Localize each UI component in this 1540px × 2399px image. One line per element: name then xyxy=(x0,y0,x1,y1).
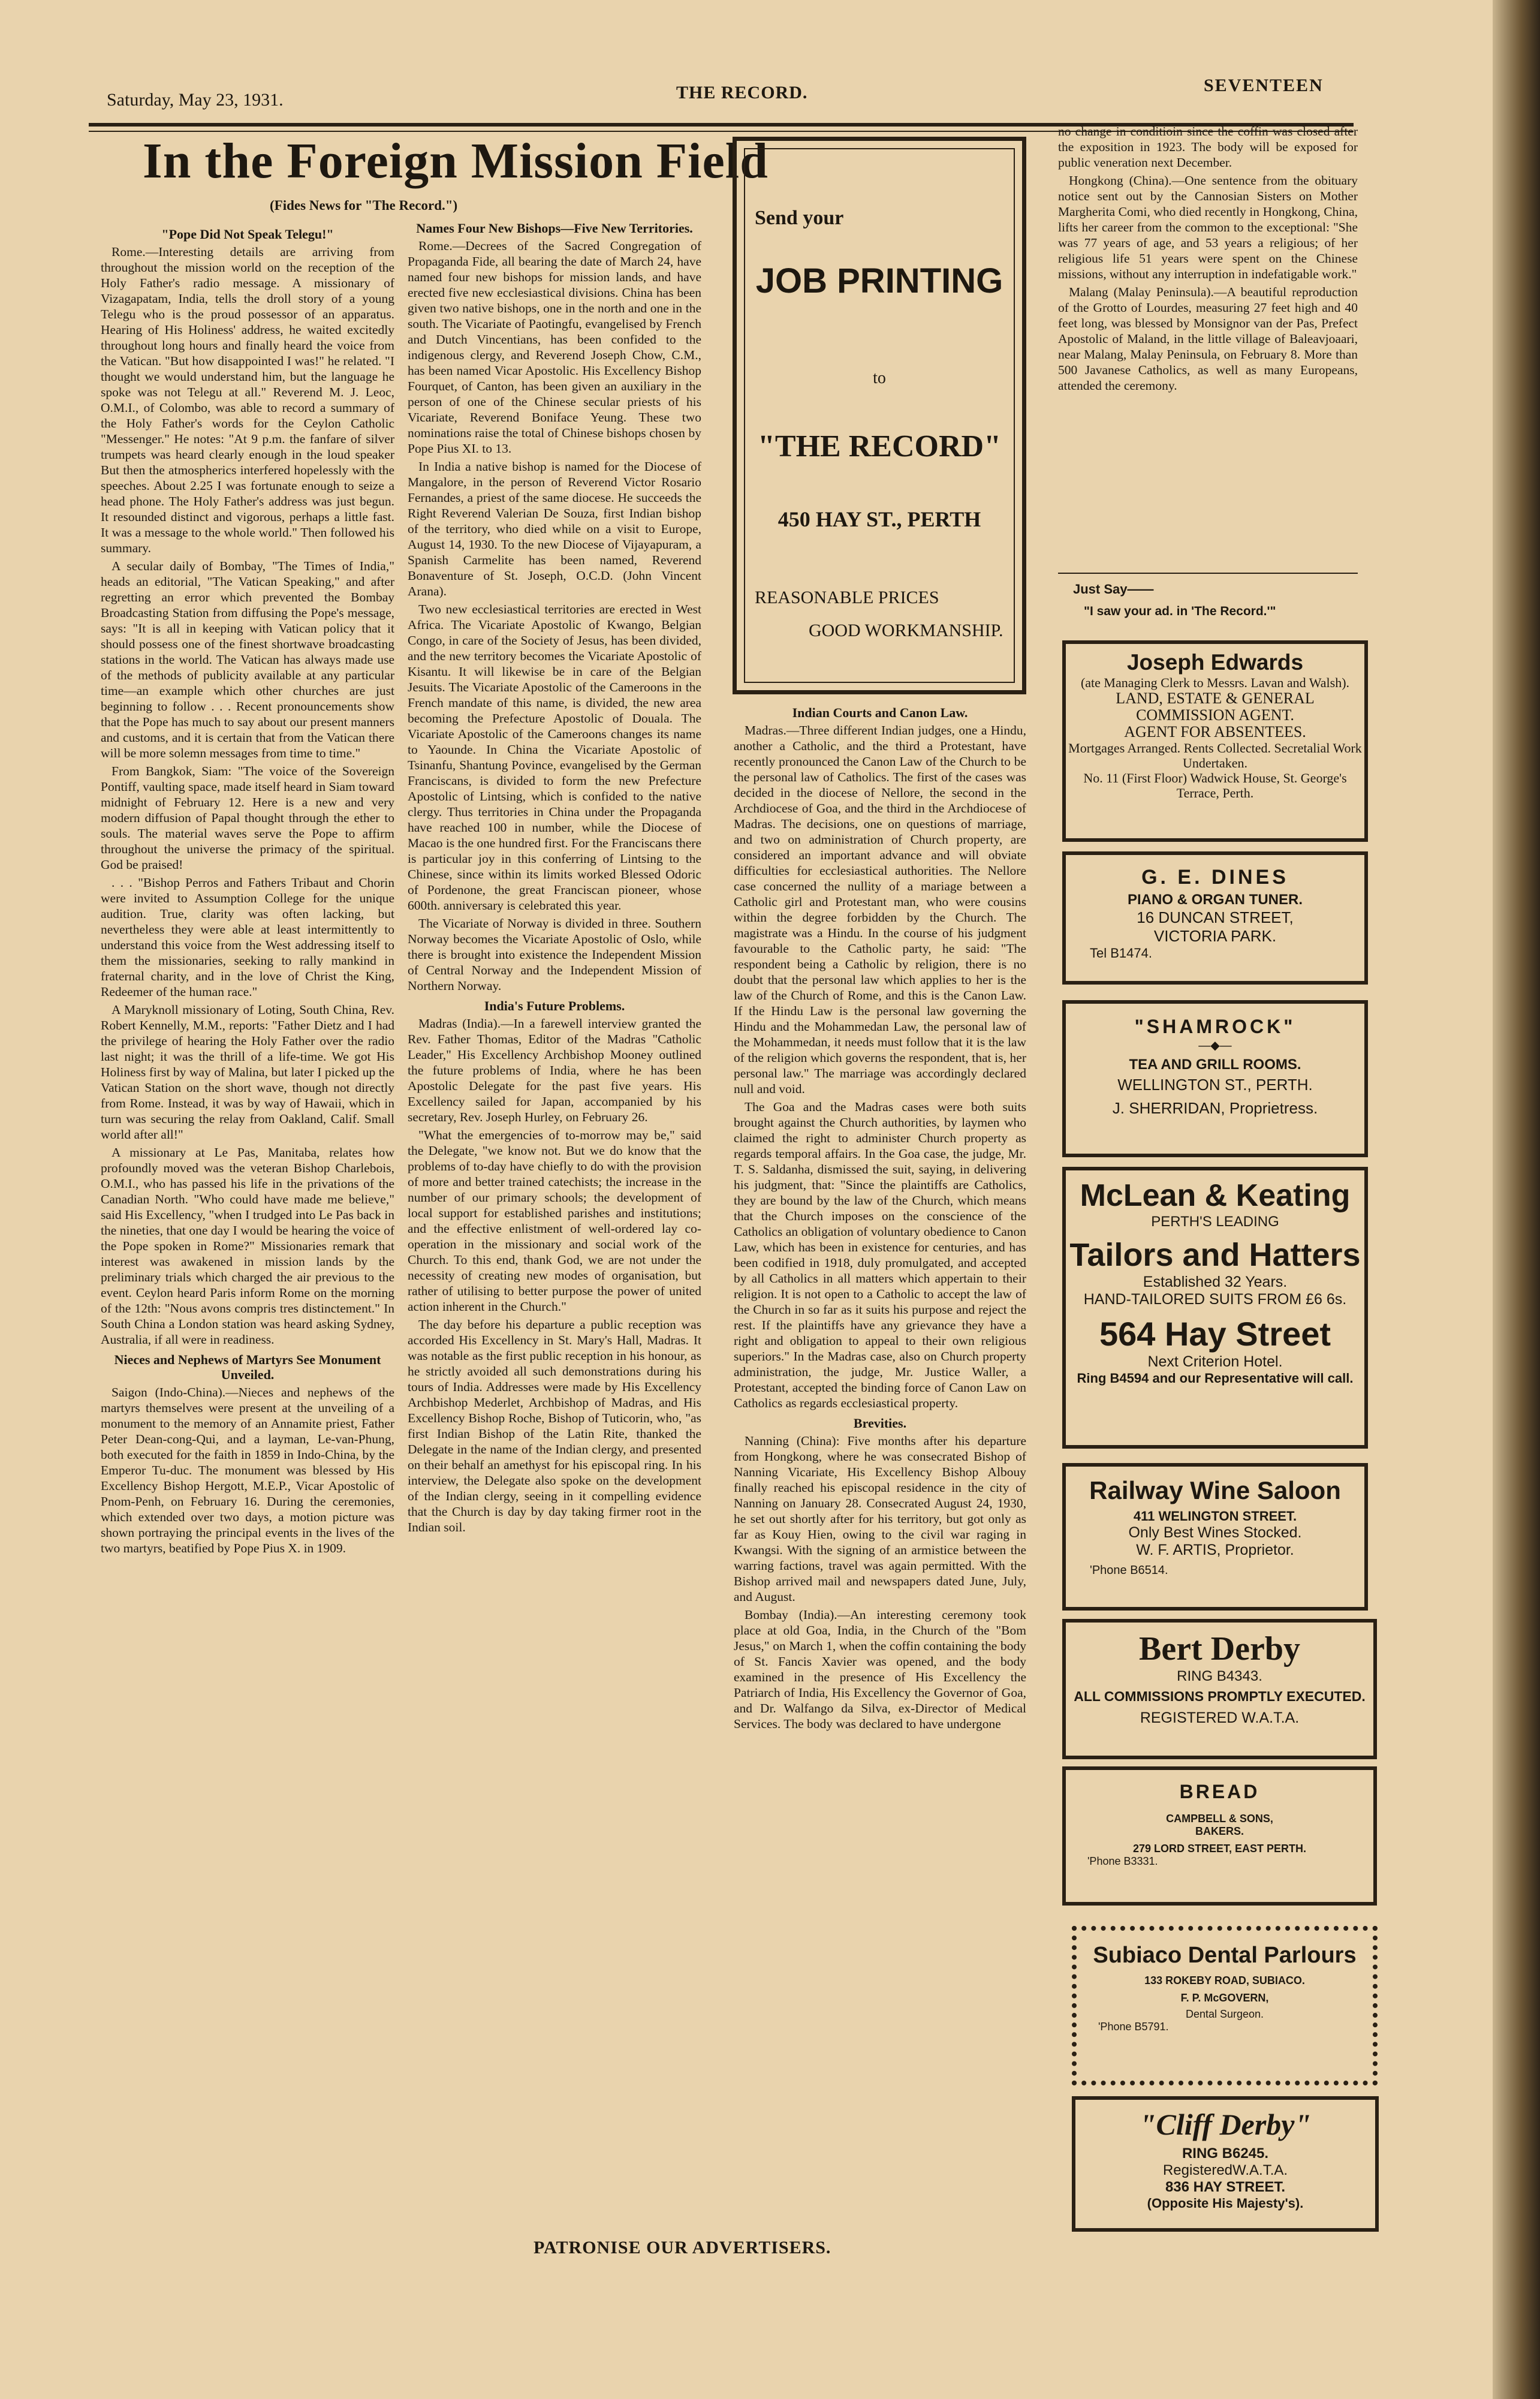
ad-line: "THE RECORD" xyxy=(758,429,1001,463)
mclean-keating-ad xyxy=(1062,1167,1368,1449)
paragraph: In India a native bishop is named for the Diocese of Mangalore, in the person of Reverend Victor Rosario Fernandes, a priest of the same diocese. He succeeds the Right Reverend Valerian De Souza, first Indian bishop of the territory, who died while on a visit to Europe, August 14, 1930. To the new Diocese of Vijayapuram, a Spanish Carmelite has been named, Reverend Bonaventure of St. Joseph, O.C.D. (John Vincent Arana). xyxy=(408,459,701,598)
article-credit: (Fides News for "The Record.") xyxy=(270,198,458,213)
paragraph: Bombay (India).—An interesting ceremony took place at old Goa, India, in the Church of the "Bom Jesus," on March 1, when the coffin containing the body of St. Fancis Xavier was opened, and the body examined in the presence of His Excellency the Patriarch of India, His Excellency the Governor of Goa, and Dr. Walfango da Silva, ex-Director of Medical Services. The body was declared to have undergone xyxy=(734,1608,1026,1731)
paragraph: The Goa and the Madras cases were both suits brought against the Church authorities, by laymen who claimed the right to administer Church property as regards temporal affairs. In the Goa case, the judge, Mr. T. S. Saldanha, dismissed the suit, saying, in delivering his judgment, that: "Since the plaintiffs are Catholics, they are bound by the law of the Church, which means that the Church imposes on the conscience of the Catholics an obligation of voluntary obedience to Canon Law, which has been in existence for centuries, and has been codified in 1918, duly promulgated, and accepted by all Catholics in all matters which appertain to their religion. It is not open to a Catholic to accept the law of the Church in so far as it suits his purpose and reject the rest. If the plaintiffs have any grievance they have a right and obligation to appeal to their own religious superiors." In the Madras case, also on Church property administration, the judge, Mr. Justice Waller, a Protestant, accepted the binding force of Canon Law on Catholics as regards ecclesiastical property. xyxy=(734,1100,1026,1410)
just-say-slogan: "I saw your ad. in 'The Record.'" xyxy=(1084,604,1276,618)
job-printing-ad xyxy=(733,137,1026,694)
dines-ad xyxy=(1062,851,1368,985)
ad-line: AGENT FOR ABSENTEES. xyxy=(1124,723,1306,741)
paragraph: The Vicariate of Norway is divided in three. Southern Norway becomes the Vicariate Apostolic of Oslo, while there is brought into existence the Independent Mission of Central Norway and the Independent Mission of Northern Norway. xyxy=(408,916,701,993)
paragraph: A secular daily of Bombay, "The Times of India," heads an editorial, "The Vatican Speaking," and after regretting an error which prevented the Bombay Broadcasting Station from diffusing the Pope's message, says: "It is all in keeping with Vatican policy that it should possess one of the finest shortwave broadcasting stations in the world. The Vatican has always made use of the methods of publicity available at any particular time—an example which other churches are just beginning to follow . . . Recent pronouncements show that the Pope has much to say about our present manners and customs, and it is certain that from the Vatican there will be more solemn messages from time to time." xyxy=(101,559,394,760)
ad-line: VICTORIA PARK. xyxy=(1153,927,1277,945)
paragraph: "What the emergencies of to-morrow may be," said the Delegate, "we know not. But we do know that the problems of to-day have chiefly to do with the provision of more and better trained catechists; the increase in the number of our primary schools; the development of local support for established parishes and institutions; and the effective enlistment of well-ordered lay co-operation in the missionary and social work of the Church. To this end, thank God, we are not under the necessity of creating new modes of organisation, but rather of utilising to better purpose the power of united action inherent in the Church." xyxy=(408,1128,701,1314)
paragraph: From Bangkok, Siam: "The voice of the Sovereign Pontiff, vaulting space, made itself heard in Siam toward midnight of February 12. Here is a new and very modern diffusion of Papal thought through the ether to souls. The material waves serve the Pope to affirm throughout the universe the primacy of the spiritual. God be praised! xyxy=(101,764,394,872)
ad-line: HAND-TAILORED SUITS FROM £6 6s. xyxy=(1083,1291,1347,1308)
article-title: In the Foreign Mission Field xyxy=(143,133,769,189)
bread-ad xyxy=(1062,1766,1377,1906)
ad-line: RegisteredW.A.T.A. xyxy=(1162,2162,1288,2178)
issue-date: Saturday, May 23, 1931. xyxy=(107,90,284,110)
ad-line: 'Phone B5791. xyxy=(1098,2021,1169,2033)
ad-line: Joseph Edwards xyxy=(1126,650,1304,675)
ad-line: W. F. ARTIS, Proprietor. xyxy=(1136,1542,1294,1558)
ad-line: Mortgages Arranged. Rents Collected. Secretalial Work Undertaken. xyxy=(1068,741,1362,770)
ad-line: G. E. DINES xyxy=(1141,866,1289,889)
ad-line: Send your xyxy=(755,207,844,229)
ad-line: LAND, ESTATE & GENERAL COMMISSION AGENT. xyxy=(1116,690,1315,724)
ad-line: ALL COMMISSIONS PROMPTLY EXECUTED. xyxy=(1074,1688,1366,1704)
ad-line: PIANO & ORGAN TUNER. xyxy=(1127,892,1303,908)
ad-line: BAKERS. xyxy=(1195,1825,1244,1837)
shamrock-ad xyxy=(1062,1000,1368,1157)
paragraph: A Maryknoll missionary of Loting, South China, Rev. Robert Kennelly, M.M., reports: "Father Dietz and I had the privilege of hearing the Holy Father over the radio last night; it was the thrill of a life-time. We got His Holiness first by way of Malina, but later I picked up the Vatican Station on the short wave, though not directly from Rome. Instead, it was by way of Hawaii, which in turn was securing the relay from Oakland, Calif. Small world after all!" xyxy=(101,1003,394,1142)
column-rule xyxy=(1058,573,1358,574)
ad-line: Tailors and Hatters xyxy=(1069,1237,1361,1273)
ad-line: J. SHERRIDAN, Proprietress. xyxy=(1112,1099,1318,1117)
article-column-4 xyxy=(1058,124,1358,579)
ad-line: CAMPBELL & SONS, xyxy=(1166,1813,1273,1825)
paragraph: Madras (India).—In a farewell interview granted the Rev. Father Thomas, Editor of the Madras "Catholic Leader," His Excellency Archbishop Mooney outlined the future problems of India, where he has been Apostolic Delegate for the past five years. His Excellency sailed for Japan, accompanied by his secretary, Rev. Joseph Hurley, on February 26. xyxy=(408,1016,701,1124)
subhead: Indian Courts and Canon Law. xyxy=(792,705,968,720)
ad-line: REGISTERED W.A.T.A. xyxy=(1140,1709,1300,1726)
ad-line: PERTH'S LEADING xyxy=(1151,1214,1279,1230)
paragraph: Rome.—Decrees of the Sacred Congregation of Propaganda Fide, all bearing the date of March 24, have named four new bishops for mission lands, and have erected five new ecclesiastical divisions. China has been given two native bishops, one in the north and one in the south. The Vicariate of Paotingfu, evangelised by French and Dutch Vincentians, has been confided to the indigenous clergy, and Reverend Joseph Chow, C.M., has been named Vicar Apostolic. His Excellency Bishop Fourquet, of Canton, has been given an auxiliary in the person of one of the Chinese secular priests of his Vicariate, Reverend Boniface Yeung. These two nominations raise the total of Chinese bishops chosen by Pope Pius XI. to 13. xyxy=(408,239,701,456)
paragraph: Saigon (Indo-China).—Nieces and nephews of the martyrs themselves were present at the unveiling of a monument to the memory of an Annamite priest, Father Peter Dean-cong-Qui, and a layman, Le-van-Phung, both executed for the faith in 1859 in Indo-China, by the Emperor Tu-duc. The monument was blessed by His Excellency Bishop Hergott, M.E.P., Vicar Apostolic of Pnom-Penh, on February 16. During the ceremonies, which extended over two days, a motion picture was shown portraying the principal events in the lives of the two martyrs, beatified by Pope Pius X. in 1909. xyxy=(101,1385,394,1555)
ad-line: "Cliff Derby" xyxy=(1139,2108,1312,2141)
ornament: —◆— xyxy=(1198,1039,1232,1052)
just-say-label: Just Say—— xyxy=(1073,582,1154,597)
ad-line: TEA AND GRILL ROOMS. xyxy=(1129,1056,1301,1073)
ad-line: JOB PRINTING xyxy=(755,261,1003,300)
ad-line: McLean & Keating xyxy=(1080,1178,1351,1213)
subhead: India's Future Problems. xyxy=(484,998,625,1013)
ad-line: Bert Derby xyxy=(1138,1630,1300,1667)
railway-wine-saloon-ad xyxy=(1062,1463,1368,1611)
paragraph: Hongkong (China).—One sentence from the obituary notice sent out by the Cannosian Sisters on Mother Margherita Comi, who died recently in Hongkong, China, lifts her career from the common to the exceptional: "She was 77 years of age, and 53 years a religious; of her religious life 51 years were spent on the Chinese missions, without any interruption in indefatigable work." xyxy=(1058,173,1358,281)
ad-line: Only Best Wines Stocked. xyxy=(1128,1524,1302,1541)
ad-line: Tel B1474. xyxy=(1090,946,1152,961)
paragraph: Malang (Malay Peninsula).—A beautiful reproduction of the Grotto of Lourdes, measuring 27 feet high and 40 feet long, was blessed by Monsignor van der Pas, Prefect Apostolic of Maland, in the little village of Baleavjoaari, near Malang, Malay Peninsula, on February 8. More than 500 Javanese Catholics, as well as many Europeans, attended the ceremony. xyxy=(1058,285,1358,393)
ad-line: No. 11 (First Floor) Wadwick House, St. George's Terrace, Perth. xyxy=(1083,770,1347,800)
ad-line: Ring B4594 and our Representative will call. xyxy=(1077,1371,1354,1386)
subhead: "Pope Did Not Speak Telegu!" xyxy=(161,227,334,242)
cliff-derby-ad xyxy=(1072,2096,1379,2232)
bert-derby-ad xyxy=(1062,1619,1377,1759)
ad-line: "SHAMROCK" xyxy=(1134,1016,1296,1037)
ad-line: BREAD xyxy=(1179,1781,1260,1802)
ad-line: RING B4343. xyxy=(1177,1668,1262,1684)
article-column-2 xyxy=(408,216,701,2219)
ad-line: (Opposite His Majesty's). xyxy=(1147,2196,1304,2211)
ad-line: Next Criterion Hotel. xyxy=(1147,1353,1283,1370)
ad-line: 836 HAY STREET. xyxy=(1165,2179,1286,2195)
ad-line: Dental Surgeon. xyxy=(1185,2008,1264,2020)
subiaco-dental-ad xyxy=(1072,1926,1378,2085)
paper-name: THE RECORD. xyxy=(676,83,808,103)
paragraph: A missionary at Le Pas, Manitaba, relates how profoundly moved was the veteran Bishop Charlebois, O.M.I., who has passed his life in the privations of the Canadian North. "Who could have made me believe," said His Excellency, "when I trudged into Le Pas back in the nineties, that one day I would be hearing the voice of the Pope spoken in Rome?" Missionaries remark that interest was awakened in mission lands by the preliminary trials which charged the air previous to the event. Ceylon heard Paris inform Rome on the morning of the 12th: "Nous avons compris tres distinctement." In South China a London station was heard asking Sydney, Australia, if all were in readiness. xyxy=(101,1145,394,1347)
article-column-1 xyxy=(101,222,394,2219)
ad-line: Railway Wine Saloon xyxy=(1089,1476,1341,1504)
ad-line: (ate Managing Clerk to Messrs. Lavan and Walsh). xyxy=(1080,675,1350,690)
paragraph: . . . "Bishop Perros and Fathers Tribaut and Chorin were invited to Assumption College for the unique audition. True, clarity was often lacking, but nevertheless they were able at least intermittently to understand this voice from the West addressing itself to them the missionaries, seeking to rally mankind in fraternal charity, and in the love of Christ the King, Redeemer of the human race." xyxy=(101,875,394,999)
ad-line: 411 WELINGTON STREET. xyxy=(1133,1509,1297,1524)
paragraph: Nanning (China): Five months after his departure from Hongkong, where he was consecrated Bishop of Nanning Vicariate, His Excellency Bishop Albouy finally reached his episcopal residence in the city of Nanning on January 28. Consecrated August 24, 1930, he set out shortly after for his territory, but got only as far as Kouy Hien, owing to the civil war raging in Kwangsi. With the signing of an armistice between the warring factions, travel was again permitted. With the Bishop arrived mail and newspapers dated June, July, and August. xyxy=(734,1434,1026,1604)
ad-line: to xyxy=(873,369,886,387)
subhead: Brevities. xyxy=(853,1416,907,1431)
paragraph: no change in conditioin since the coffin was closed after the exposition in 1923. The body will be exposed for public veneration next December. xyxy=(1058,124,1358,170)
ad-line: Established 32 Years. xyxy=(1143,1274,1288,1290)
ad-line: 450 HAY ST., PERTH xyxy=(777,507,981,531)
subhead: Nieces and Nephews of Martyrs See Monument Unveiled. xyxy=(114,1352,381,1382)
ad-line: RING B6245. xyxy=(1182,2145,1269,2162)
ad-line: Subiaco Dental Parlours xyxy=(1093,1943,1357,1968)
ad-line: 16 DUNCAN STREET, xyxy=(1137,908,1294,926)
paragraph: Madras.—Three different Indian judges, one a Hindu, another a Catholic, and the third a Protestant, have recently pronounced the Canon Law of the Church to be the personal law of Catholics. The first of the cases was decided in the diocese of Nellore, the second in the Archdiocese of Goa, and the third in the Archdiocese of Madras. The decisions, one on questions of marriage, and two on administration of Church property, are considered an important advance and will obviate difficulties for ecclesiastical authorities. The Nellore case concerned the nullity of a mariage between a Catholic girl and Protestant man, who were cousins within the degree forbidden by the Church. The magistrate was a Hindu. In the course of his judgment favourable to the Catholic party, he said: "The respondent being a Catholic by religion, there is no doubt that the personal law which applies to her is the law of the Church of Rome, and this is the Canon Law. If the Hindu Law is the personal law governing the Hindu and the Mohammedan Law, the personal law of the Mohammedan, it needs must follow that it is the law of the religion which governs the respondent, that is, her personal law." The marriage was accordingly declared null and void. xyxy=(734,723,1026,1096)
page-number: SEVENTEEN xyxy=(1204,76,1324,95)
ad-line: 'Phone B3331. xyxy=(1087,1855,1158,1867)
ad-line: 133 ROKEBY ROAD, SUBIACO. xyxy=(1144,1974,1305,1986)
ad-line: WELLINGTON ST., PERTH. xyxy=(1117,1076,1313,1094)
ad-line: 564 Hay Street xyxy=(1099,1315,1331,1353)
joseph-edwards-ad xyxy=(1062,640,1368,842)
paragraph: Rome.—Interesting details are arriving from throughout the mission world on the reception of the Holy Father's radio message. A missionary of Vizagapatam, India, tells the droll story of a young Telegu who is the proud possessor of an apparatus. Hearing of His Holiness' address, he waited excitedly throughout long hours and finally heard the voice from the Vatican. "But how disappointed I was!" he related. "I thought we would understand him, but the language he spoke was not Telegu at all." Reverend M. J. Leoc, O.M.I., of Colombo, was able to record a summary of the Holy Father's words for the Ceylon Catholic "Messenger." He notes: "At 9 p.m. the fanfare of silver trumpets was heard clearly enough in the loud speaker But then the atmospherics interfered hopelessly with the speeches. About 2.25 I was fortunate enough to seize a head phone. The Holy Father's address was just begun. It resounded distinct and vigorous, perhaps a little fast. It was a message to the whole world." Then followed his summary. xyxy=(101,245,394,555)
article-column-3 xyxy=(734,700,1026,2223)
ad-line: GOOD WORKMANSHIP. xyxy=(809,621,1003,640)
ad-line: REASONABLE PRICES xyxy=(755,588,939,607)
footer-slogan: PATRONISE OUR ADVERTISERS. xyxy=(534,2238,831,2257)
binding-gutter xyxy=(1493,0,1540,2399)
ad-line: F. P. McGOVERN, xyxy=(1180,1992,1269,2004)
ad-line: 'Phone B6514. xyxy=(1090,1564,1168,1577)
paragraph: The day before his departure a public reception was accorded His Excellency in St. Mary's Hall, Madras. It was notable as the first public reception in his honour, as he strictly avoided all such demonstrations during his tours of India. Addresses were made by His Excellency Archbishop Mederlet, Archbishop of Madras, and His Excellency Bishop Roche, Bishop of Tuticorin, who, "as first Indian Bishop of the Latin Rite, thanked the Delegate in the name of the Indian clergy, and presented on their behalf an amethyst for his episcopal ring. In his interview, the Delegate also spoke on the development of the Indian clergy, seeing in it compelling evidence that the Church is day by day taking firmer root in the Indian soil. xyxy=(408,1317,701,1534)
ad-line: 279 LORD STREET, EAST PERTH. xyxy=(1132,1843,1307,1855)
subhead: Names Four New Bishops—Five New Territories. xyxy=(416,221,693,236)
paragraph: Two new ecclesiastical territories are erected in West Africa. The Vicariate Apostolic of Kwango, Belgian Congo, in care of the Society of Jesus, has been divided, and the new territory becomes the Vicariate Apostolic of Kisantu. It will likewise be in care of the Belgian Jesuits. The Vicariate Apostolic of the Cameroons in the French mandate of this name, is divided, the new area becoming the Prefecture Apostolic of Douala. The Vicariate Apostolic of the Cameroons changes its name to Yaounde. In China the Vicariate Apostolic of Tsinanfu, Shantung Povince, evangelised by the German Franciscans, is divided to form the new Prefecture Apostolic of Lintsing, which is confided to the native clergy. Thus territories in China under the Propaganda have reached 100 in number, while the Diocese of Macao is the one hundred first. For the Franciscans there is particular joy in this conferring of Lintsing to the Chinese, since within its limits worked Blessed Odoric of Pordenone, the great Franciscan pioneer, whose 600th. anniversary is celebrated this year. xyxy=(408,602,701,913)
